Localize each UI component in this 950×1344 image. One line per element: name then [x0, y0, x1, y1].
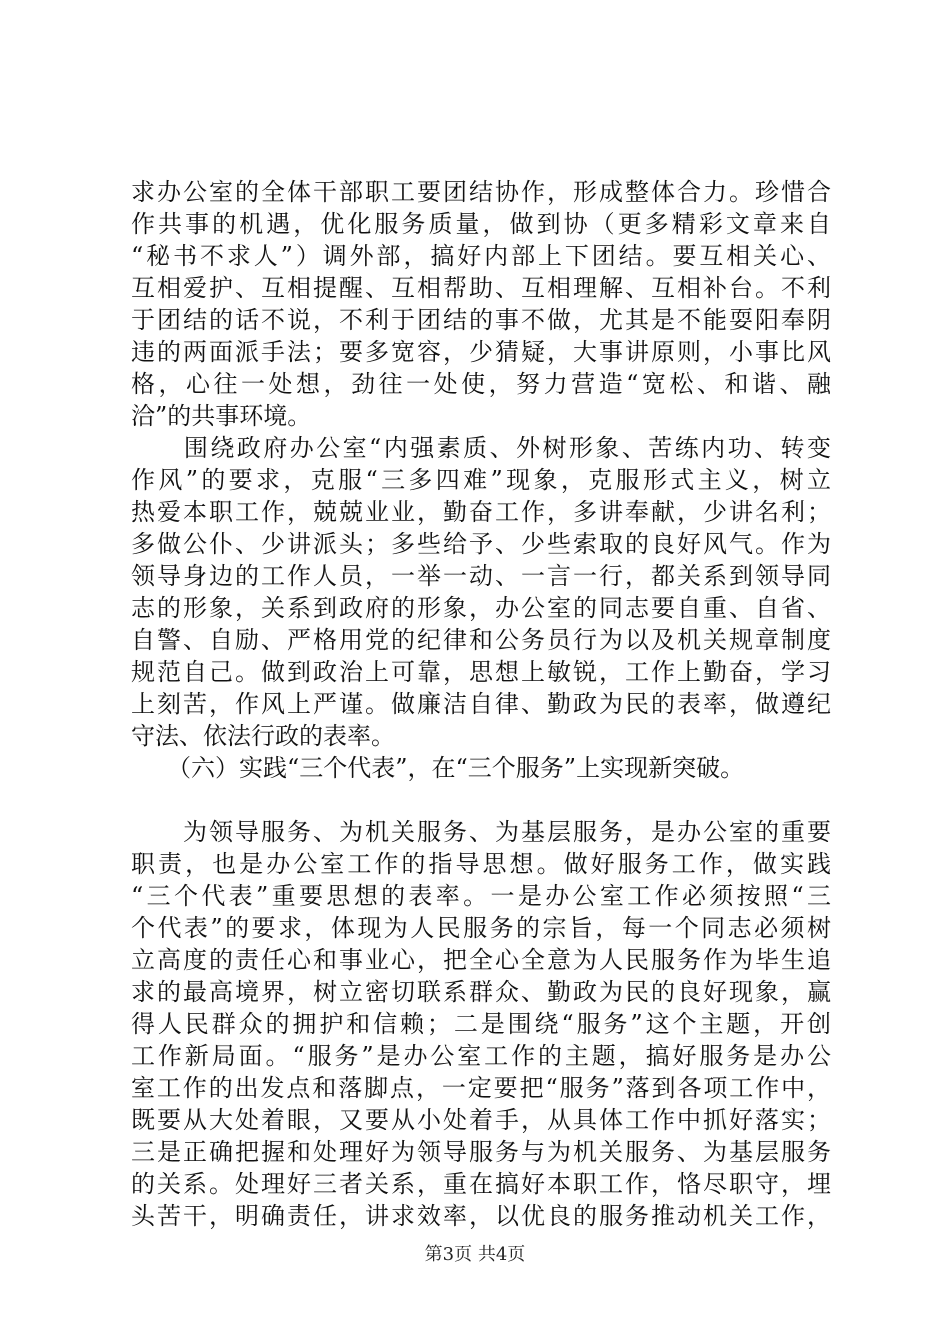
text-line: 领导身边的工作人员，一举一动、一言一行，都关系到领导同: [131, 562, 831, 590]
text-line: 上刻苦，作风上严谨。做廉洁自律、勤政为民的表率，做遵纪: [131, 690, 831, 718]
text-line: 既要从大处着眼，又要从小处着手，从具体工作中抓好落实；: [131, 1106, 831, 1134]
text-line: “秘书不求人”）调外部，搞好内部上下团结。要互相关心、: [131, 242, 831, 270]
text-line: 立高度的责任心和事业心，把全心全意为人民服务作为毕生追: [131, 946, 831, 974]
text-line: 为领导服务、为机关服务、为基层服务，是办公室的重要: [131, 818, 831, 846]
text-line: 的关系。处理好三者关系，重在搞好本职工作，恪尽职守，埋: [131, 1170, 831, 1198]
text-line: 求办公室的全体干部职工要团结协作，形成整体合力。珍惜合: [131, 178, 831, 206]
text-line: 职责，也是办公室工作的指导思想。做好服务工作，做实践: [131, 850, 831, 878]
section-heading: （六）实践“三个代表”，在“三个服务”上实现新突破。: [131, 754, 745, 782]
text-line: 志的形象，关系到政府的形象，办公室的同志要自重、自省、: [131, 594, 831, 622]
text-line: 围绕政府办公室“内强素质、外树形象、苦练内功、转变: [131, 434, 831, 462]
text-line: 室工作的出发点和落脚点，一定要把“服务”落到各项工作中，: [131, 1074, 831, 1102]
text-line: 自警、自励、严格用党的纪律和公务员行为以及机关规章制度: [131, 626, 831, 654]
text-line: 作风”的要求，克服“三多四难”现象，克服形式主义，树立: [131, 466, 831, 494]
text-line: 工作新局面。“服务”是办公室工作的主题，搞好服务是办公: [131, 1042, 831, 1070]
text-line: 互相爱护、互相提醒、互相帮助、互相理解、互相补台。不利: [131, 274, 831, 302]
text-line: 违的两面派手法；要多宽容，少猜疑，大事讲原则，小事比风: [131, 338, 831, 366]
text-line: 三是正确把握和处理好为领导服务与为机关服务、为基层服务: [131, 1138, 831, 1166]
text-line: “三个代表”重要思想的表率。一是办公室工作必须按照“三: [131, 882, 831, 910]
text-line: 求的最高境界，树立密切联系群众、勤政为民的良好现象，赢: [131, 978, 831, 1006]
text-line: 守法、依法行政的表率。: [131, 722, 395, 750]
text-line: 规范自己。做到政治上可靠，思想上敏锐，工作上勤奋，学习: [131, 658, 831, 686]
text-line: 热爱本职工作，兢兢业业，勤奋工作，多讲奉献，少讲名利；: [131, 498, 831, 526]
page-footer: 第3页 共4页: [424, 1244, 526, 1265]
text-line: 得人民群众的拥护和信赖；二是围绕“服务”这个主题，开创: [131, 1010, 831, 1038]
text-line: 洽”的共事环境。: [131, 402, 312, 430]
text-line: 多做公仆、少讲派头；多些给予、少些索取的良好风气。作为: [131, 530, 831, 558]
text-line: 头苦干，明确责任，讲求效率，以优良的服务推动机关工作，: [131, 1202, 831, 1230]
text-line: 格，心往一处想，劲往一处使，努力营造“宽松、和谐、融: [131, 370, 831, 398]
text-line: 于团结的话不说，不利于团结的事不做，尤其是不能耍阳奉阴: [131, 306, 831, 334]
text-line: 作共事的机遇，优化服务质量，做到协（更多精彩文章来自: [131, 210, 831, 238]
text-line: 个代表”的要求，体现为人民服务的宗旨，每一个同志必须树: [131, 914, 831, 942]
